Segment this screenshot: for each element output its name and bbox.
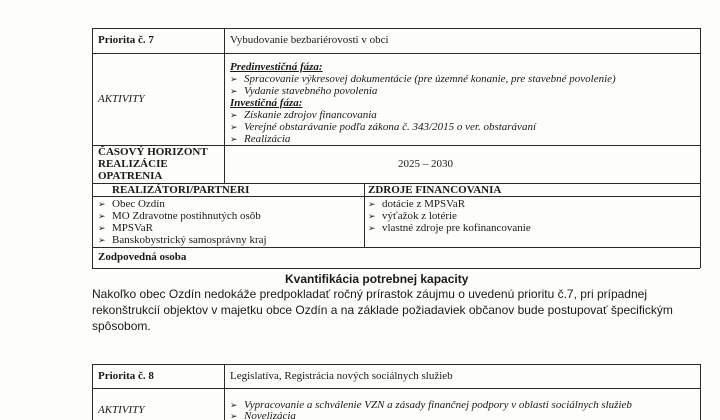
bullet-arrow-icon: ➢ [98, 236, 106, 246]
activities-label: AKTIVITY [98, 404, 145, 416]
capacity-title: Kvantifikácia potrebnej kapacity [285, 272, 469, 286]
funding-item: ➢ výťažok z lotérie [368, 210, 457, 222]
priority-value: Vybudovanie bezbariérovosti v obci [230, 34, 389, 46]
priority-8-label: Priorita č. 8 [98, 370, 154, 382]
funding-item: ➢ dotácie z MPSVaR [368, 198, 466, 210]
bullet-arrow-icon: ➢ [230, 87, 238, 97]
investment-phase-title: Investičná fáza: [230, 97, 303, 109]
partner-item: ➢ Obec Ozdín [98, 198, 165, 210]
bullet-arrow-icon: ➢ [230, 111, 238, 121]
capacity-paragraph-line-1: Nakoľko obec Ozdín nedokáže predpokladať ročný prírastok záujmu o uvedenú prioritu č.7, pri prípadnej [92, 287, 647, 301]
bullet-arrow-icon: ➢ [98, 200, 106, 210]
bullet-arrow-icon: ➢ [368, 200, 376, 210]
bullet-arrow-icon: ➢ [230, 75, 238, 85]
list-item: ➢ Novelizácia [230, 410, 296, 420]
time-horizon-label-1: ČASOVÝ HORIZONT [98, 146, 208, 158]
bullet-arrow-icon: ➢ [98, 224, 106, 234]
funding-item: ➢ vlastné zdroje pre kofinancovanie [368, 222, 531, 234]
list-item: ➢ Spracovanie výkresovej dokumentácie (pre územné konanie, pre stavebné povolenie) [230, 73, 616, 85]
list-item: ➢ Verejné obstarávanie podľa zákona č. 343/2015 o ver. obstarávaní [230, 121, 536, 133]
bullet-arrow-icon: ➢ [368, 212, 376, 222]
bullet-arrow-icon: ➢ [230, 401, 238, 411]
priority-label: Priorita č. 7 [98, 34, 154, 46]
responsible-person-label: Zodpovedná osoba [98, 251, 187, 263]
time-horizon-label-2: REALIZÁCIE [98, 158, 168, 170]
capacity-paragraph-line-2: rekonštrukcií objektov v majetku obce Ozdín a na základe požiadaviek občanov bude postupovať špecifickým [92, 303, 673, 317]
priority-8-value: Legislatíva, Registrácia nových sociálnych služieb [230, 370, 453, 382]
bullet-arrow-icon: ➢ [230, 123, 238, 133]
partners-header: REALIZÁTORI/PARTNERI [112, 184, 250, 196]
list-item: ➢ Vypracovanie a schválenie VZN a zásady finančnej podpory v oblasti sociálnych služieb [230, 399, 632, 411]
bullet-arrow-icon: ➢ [368, 224, 376, 234]
list-item: ➢ Realizácia [230, 133, 291, 145]
list-item: ➢ Získanie zdrojov financovania [230, 109, 377, 121]
bullet-arrow-icon: ➢ [230, 135, 238, 145]
list-item: ➢ Vydanie stavebného povolenia [230, 85, 378, 97]
partner-item: ➢ MPSVaR [98, 222, 153, 234]
bullet-arrow-icon: ➢ [230, 412, 238, 420]
bullet-arrow-icon: ➢ [98, 212, 106, 222]
pre-investment-phase-title: Predinvestičná fáza: [230, 61, 323, 73]
time-horizon-label-3: OPATRENIA [98, 170, 163, 182]
partner-item: ➢ Banskobystrický samosprávny kraj [98, 234, 267, 246]
activities-label: AKTIVITY [98, 93, 145, 105]
partner-item: ➢ MO Zdravotne postihnutých osôb [98, 210, 261, 222]
time-horizon-value: 2025 – 2030 [398, 158, 453, 170]
funding-header: ZDROJE FINANCOVANIA [368, 184, 502, 196]
capacity-paragraph-line-3: spôsobom. [92, 319, 151, 333]
